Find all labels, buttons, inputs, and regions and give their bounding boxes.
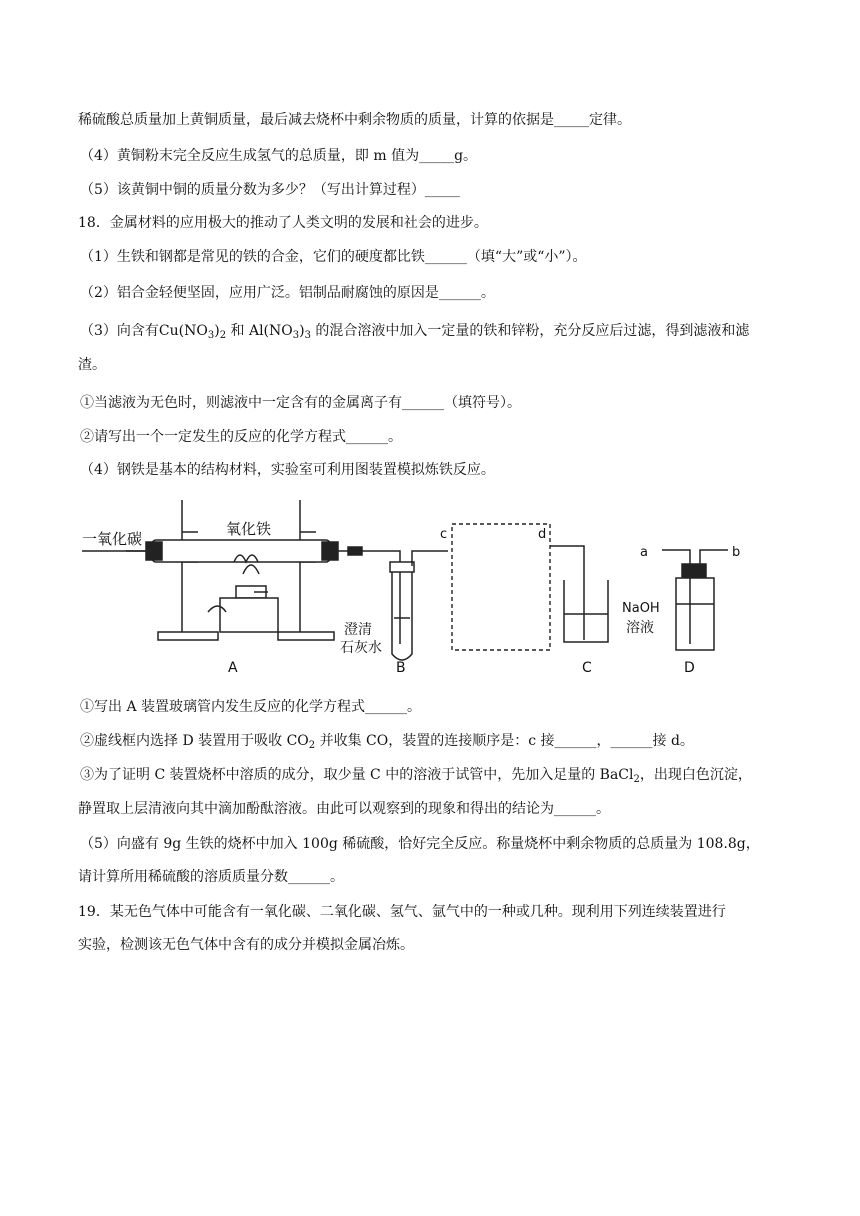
naoh-label: NaOH bbox=[622, 601, 660, 616]
label-c: C bbox=[582, 660, 592, 676]
question-18-stem: 18．金属材料的应用极大的推动了人类文明的发展和社会的进步。 bbox=[78, 215, 488, 231]
question-18-3 bbox=[80, 321, 749, 346]
limewater-label: 澄清 bbox=[344, 622, 372, 638]
text-seg: （3）向含有 bbox=[80, 323, 159, 339]
question-18-5: （5）向盛有 9g 生铁的烧杯中加入 100g 稀硫酸，恰好完全反应。称量烧杯中剩余物质的总质量为 108.8g， bbox=[80, 836, 760, 852]
question-18-2: （2）铝合金轻便坚固，应用广泛。铝制品耐腐蚀的原因是______。 bbox=[80, 285, 495, 301]
question-18-4-2: ②虚线框内选择 D 装置用于吸收 $CO_2$ 并收集 CO，装置的连接顺序是：c 接______，______接 d。 bbox=[80, 733, 694, 751]
question-18-3-1: ①当滤液为无色时，则滤液中一定含有的金属离子有______（填符号）。 bbox=[80, 395, 521, 411]
text-seg: 和 bbox=[226, 323, 249, 339]
apparatus-d bbox=[662, 550, 728, 650]
text-line: 稀硫酸总质量加上黄铜质量，最后减去烧杯中剩余物质的质量，计算的依据是_____定律。 bbox=[78, 112, 631, 128]
port-d-label: d bbox=[538, 527, 547, 542]
label-d: D bbox=[684, 660, 695, 676]
port-c-label: c bbox=[440, 527, 448, 542]
apparatus-c bbox=[564, 546, 608, 642]
apparatus-figure bbox=[78, 494, 768, 680]
text-seg: 的混合溶液中加入一定量的铁和锌粉，充分反应后过滤，得到滤液和滤 bbox=[310, 323, 750, 339]
port-a-label: a bbox=[640, 545, 648, 560]
dashed-box bbox=[452, 524, 550, 650]
label-b: B bbox=[396, 660, 406, 676]
label-a: A bbox=[228, 660, 238, 676]
limewater-label: 石灰水 bbox=[340, 640, 382, 656]
question-19-stem: 19．某无色气体中可能含有一氧化碳、二氧化碳、氢气、氩气中的一种或几种。现利用下列连续装置进行 bbox=[78, 904, 726, 920]
formula-cu-nitrate: $Cu(NO_3)_2$ bbox=[158, 323, 227, 341]
text-line: 渣。 bbox=[78, 357, 106, 373]
port-b-label: b bbox=[732, 545, 741, 560]
naoh-label: 溶液 bbox=[626, 620, 654, 636]
question-18-4-3: ③为了证明 C 装置烧杯中溶质的成分，取少量 C 中的溶液于试管中，先加入足量的 BaCl$_2$，出现白色沉淀， bbox=[80, 767, 752, 785]
formula-al-nitrate: $Al(NO_3)_3$ bbox=[248, 323, 311, 341]
question-17-5: （5）该黄铜中铜的质量分数为多少？（写出计算过程）_____ bbox=[80, 182, 460, 198]
co-label: 一氧化碳 bbox=[82, 530, 143, 548]
text-line: 实验，检测该无色气体中含有的成分并模拟金属冶炼。 bbox=[78, 937, 414, 953]
text-line: 请计算所用稀硫酸的溶质质量分数______。 bbox=[78, 869, 344, 885]
question-18-4: （4）钢铁是基本的结构材料，实验室可利用图装置模拟炼铁反应。 bbox=[80, 462, 495, 478]
fe2o3-label: 氧化铁 bbox=[226, 520, 272, 538]
question-18-4-1: ①写出 A 装置玻璃管内发生反应的化学方程式______。 bbox=[80, 699, 422, 715]
question-17-4: （4）黄铜粉末完全反应生成氢气的总质量，即 m 值为_____g。 bbox=[80, 148, 478, 164]
question-18-1: （1）生铁和钢都是常见的铁的合金，它们的硬度都比铁______（填“大”或“小”）。 bbox=[80, 249, 587, 265]
question-18-3-2: ②请写出一个一定发生的反应的化学方程式______。 bbox=[80, 429, 402, 445]
text-line: 静置取上层清液向其中滴加酚酞溶液。由此可以观察到的现象和得出的结论为______。 bbox=[78, 801, 610, 817]
